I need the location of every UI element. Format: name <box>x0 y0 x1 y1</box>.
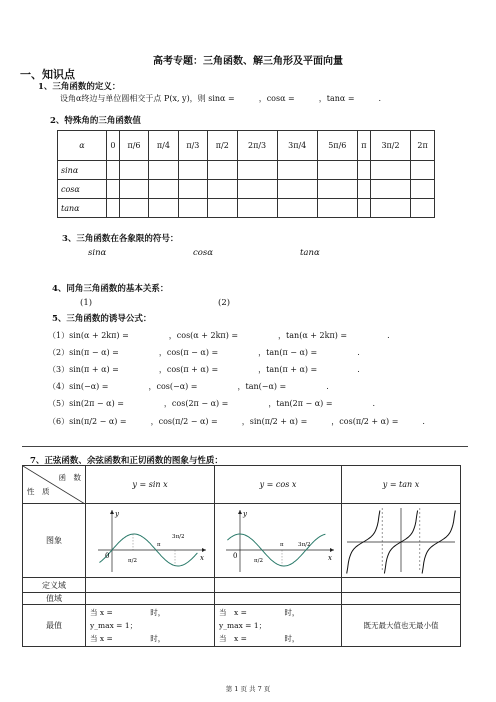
domain-row <box>23 578 461 593</box>
row-label: 图象 <box>23 504 86 578</box>
item3-heading: 3、三角函数在各象限的符号： <box>62 234 179 244</box>
item4-heading: 4、同角三角函数的基本关系： <box>52 284 169 294</box>
tick-label: π/2 <box>128 557 137 564</box>
sin-extrema-cell <box>86 605 215 647</box>
tick-label: π <box>280 541 284 548</box>
item2-heading: 2、特殊角的三角函数值 <box>50 116 141 126</box>
extrema-line: y_max = 1； <box>219 621 267 630</box>
quadrant-label-tan: tanα <box>300 248 320 258</box>
y-axis-label: y <box>115 509 119 518</box>
quadrant-label-cos: cosα <box>193 248 213 258</box>
angle-header-cell: α <box>58 131 107 161</box>
diagonal-header-cell <box>23 466 86 504</box>
item4-part2: (2) <box>218 298 231 308</box>
angle-header-cell: 2π <box>411 131 435 161</box>
item1-heading: 1、三角函数的定义： <box>38 82 121 92</box>
extrema-row <box>23 605 461 647</box>
section-divider <box>22 446 468 447</box>
angle-header-cell: 5π/6 <box>317 131 357 161</box>
angle-header-cell: 0 <box>107 131 120 161</box>
properties-table <box>22 465 461 647</box>
angle-header-cell: 3π/2 <box>370 131 410 161</box>
item5-heading: 5、三角函数的诱导公式： <box>52 314 152 324</box>
angle-header-cell: 3π/4 <box>277 131 317 161</box>
cos-graph-cell <box>215 504 342 578</box>
extrema-line: 当 x = 时， <box>90 634 166 643</box>
extrema-line: 当 x = 时， <box>90 608 166 617</box>
sin-row <box>58 161 435 180</box>
extrema-line: 当 x = 时， <box>219 608 300 617</box>
row-label: 最值 <box>23 605 86 647</box>
angle-header-cell: π/4 <box>149 131 178 161</box>
angle-header-cell: π <box>357 131 370 161</box>
range-row <box>23 593 461 605</box>
graph-row <box>23 504 461 578</box>
func-sin-header: y = sin x <box>86 466 215 504</box>
row-label: 值域 <box>23 593 86 605</box>
tick-label: 3π/2 <box>298 541 311 548</box>
cos-row <box>58 180 435 199</box>
tick-label: π/2 <box>254 557 263 564</box>
x-axis-label: x <box>200 553 204 562</box>
origin-label: 0 <box>105 551 110 560</box>
prop-header-row <box>23 466 461 504</box>
x-axis-label: x <box>328 553 332 562</box>
item4-part1: (1) <box>80 298 93 308</box>
section-heading: 一、知识点 <box>20 68 75 81</box>
page-title: 高考专题：三角函数、解三角形及平面向量 <box>153 56 343 67</box>
angle-header-cell: π/2 <box>208 131 237 161</box>
induction-line: （5）sin(2π − α) = ，cos(2π − α) = ，tan(2π − α) = . <box>48 399 376 408</box>
special-angle-table <box>57 130 435 218</box>
corner-bottom-label: 性 质 <box>27 487 50 496</box>
tick-label: π <box>157 541 161 548</box>
func-cos-header: y = cos x <box>215 466 342 504</box>
induction-line: （2）sin(π − α) = ，cos(π − α) = ，tan(π − α) = . <box>48 348 360 357</box>
induction-line: （6）sin(π/2 − α) = ，cos(π/2 − α) = ，sin(π/2 + α) = ，cos(π/2 + α) = . <box>48 417 425 426</box>
row-label: 定义域 <box>23 578 86 593</box>
tan-graph <box>345 506 457 574</box>
row-label: tanα <box>58 199 107 218</box>
tan-extrema-cell: 既无最大值也无最小值 <box>342 605 461 647</box>
cos-extrema-cell <box>215 605 342 647</box>
cos-graph <box>218 506 338 574</box>
y-axis-label: y <box>243 509 247 518</box>
sin-graph <box>90 506 210 574</box>
page-footer: 第 1 页 共 7 页 <box>225 685 271 693</box>
angle-header-cell: π/3 <box>178 131 207 161</box>
row-label: sinα <box>58 161 107 180</box>
angle-header-cell: π/6 <box>119 131 148 161</box>
row-label: cosα <box>58 180 107 199</box>
induction-line: （3）sin(π + α) = ，cos(π + α) = ，tan(π + α) = . <box>48 365 360 374</box>
angle-header-cell: 2π/3 <box>237 131 277 161</box>
sin-graph-cell <box>86 504 215 578</box>
angle-header-row <box>58 131 435 161</box>
induction-line: （1）sin(α + 2kπ) = ，cos(α + 2kπ) = ，tan(α + 2kπ) = . <box>48 331 390 340</box>
item1-text: 设角α终边与单位圆相交于点 P(x, y)，则 sinα = ，cosα = ，tanα = . <box>60 94 382 103</box>
induction-line: （4）sin(−α) = ，cos(−α) = ，tan(−α) = . <box>48 382 329 391</box>
func-tan-header: y = tan x <box>342 466 461 504</box>
extrema-line: y_max = 1； <box>90 621 138 630</box>
extrema-line: 当 x = 时， <box>219 634 300 643</box>
tan-row <box>58 199 435 218</box>
corner-top-label: 函 数 <box>58 473 81 482</box>
item7-heading: 7、正弦函数、余弦函数和正切函数的图象与性质： <box>30 456 223 466</box>
tick-label: 3π/2 <box>172 533 185 540</box>
tan-graph-cell <box>342 504 461 578</box>
quadrant-label-sin: sinα <box>88 248 107 258</box>
origin-label: 0 <box>233 551 238 560</box>
